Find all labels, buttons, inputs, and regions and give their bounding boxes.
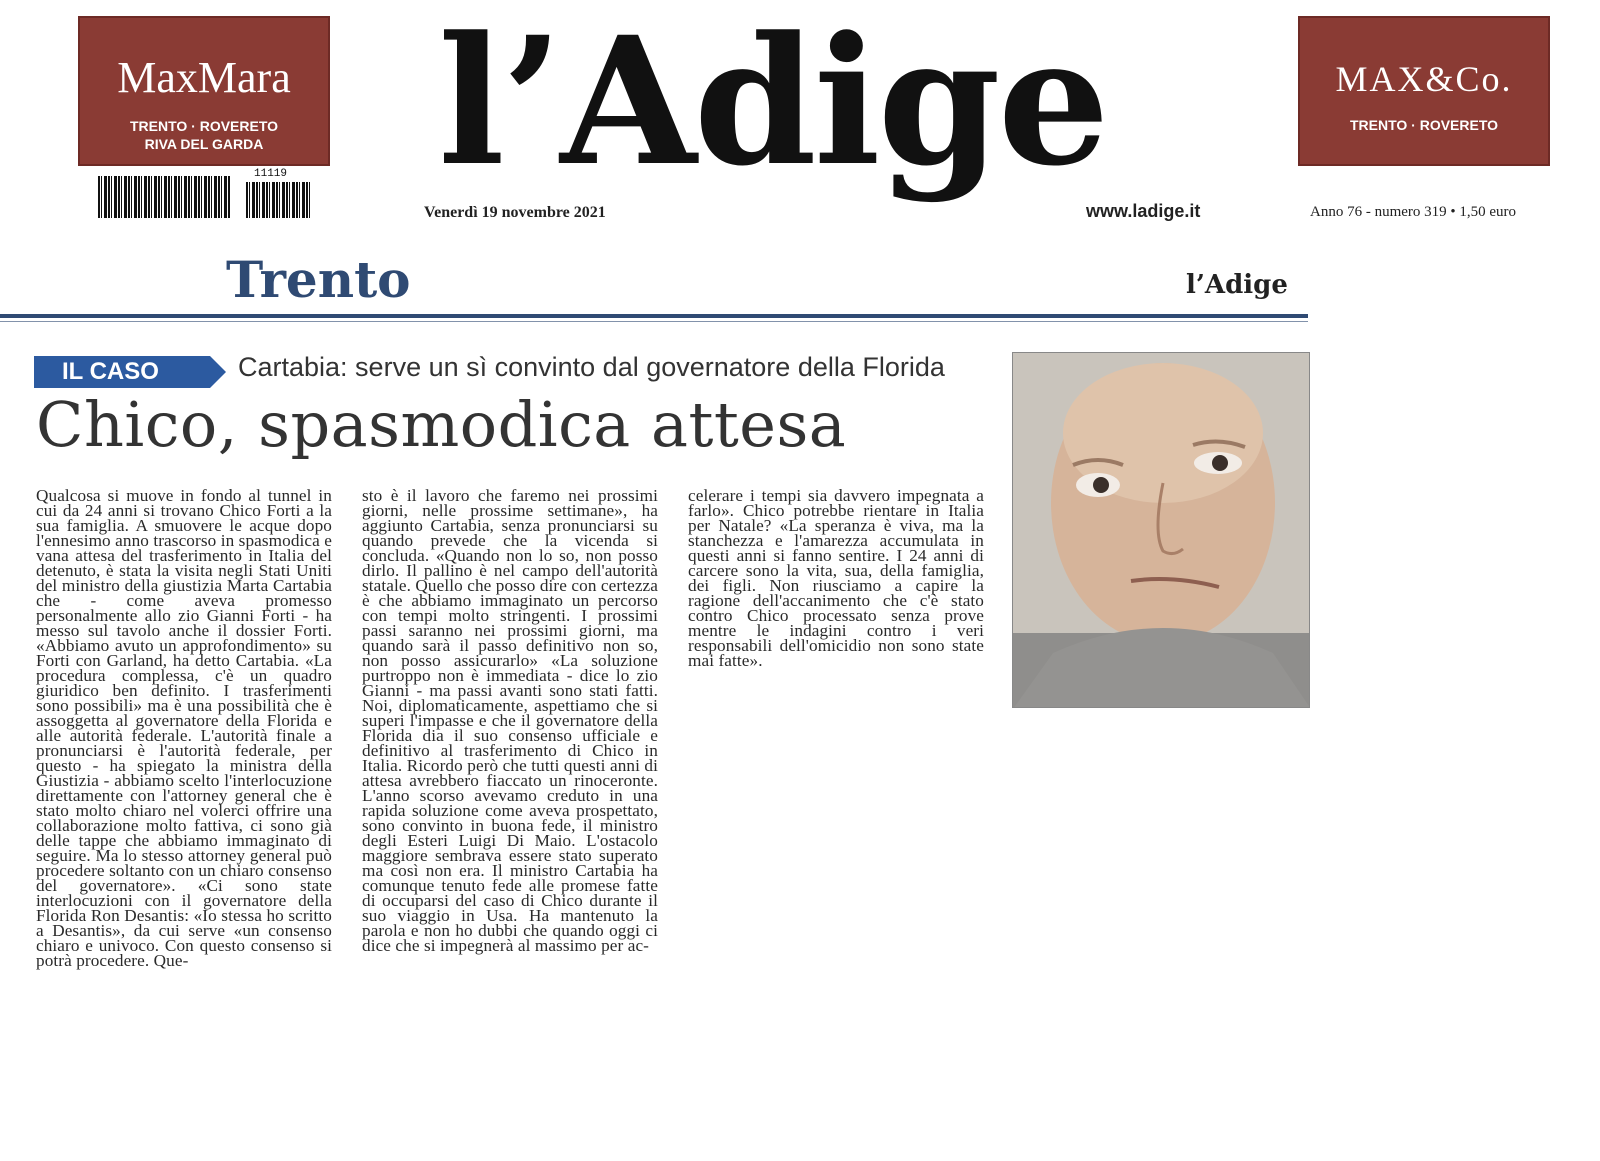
- masthead-title: l’Adige: [438, 0, 1107, 205]
- barcode-icon: [98, 176, 230, 218]
- article-column-1: [36, 488, 332, 1113]
- website-link[interactable]: www.ladige.it: [1086, 201, 1201, 221]
- section-rule: [0, 314, 1308, 318]
- tag-arrow-icon: [210, 356, 226, 388]
- maxmara-line1: TRENTO · ROVERETO: [129, 118, 279, 134]
- maxmara-line2: RIVA DEL GARDA: [144, 136, 264, 152]
- article-column-2: [362, 488, 658, 1113]
- maxmara-ad: [78, 16, 330, 166]
- maxco-line1: TRENTO · ROVERETO: [1349, 117, 1499, 133]
- section-rule-thin: [0, 321, 1308, 322]
- column-1-text: Qualcosa si muove in fondo al tunnel in cui da 24 anni si trovano Chico Forti a la sua famiglia. A smuovere le acque dopo l'ennesimo anno trascorso in spasmodica e vana attesa del trasferimento in Italia del detenuto, è stata la visita negli Stati Uniti del ministro della giustizia Marta Cartabia che - come aveva promesso personalmente allo zio Gianni Forti - ha messo sul tavolo anche il dossier Forti. «Abbiamo avuto un approfondimento» su Forti con Garland, ha detto Cartabia. «La procedura complessa, c'è un quadro giuridico ben definito. I trasferimenti sono possibili» ma è una possibilità che è assoggetta al governatore della Florida e alle autorità federale. L'autorità finale a pronunciarsi è l'autorità federale, per questo - ha spiegato la ministra della Giustizia - abbiamo scelto l'interlocuzione direttamente con l'attorney general che è stato molto chiaro nel volerci offrire una collaborazione molto fattiva, ci sono già delle tappe che abbiamo immaginato di seguire. Ma lo stesso attorney general può procedere soltanto con un chiaro consenso del governatore». «Ci sono state interlocuzioni con il governatore della Florida Ron Desantis: «Io stessa ho scritto a Desantis», da cui serve «un consenso chiaro e univoco. Con questo consenso si potrà procedere. Que-: [36, 488, 332, 970]
- article-tag: IL CASO: [34, 356, 210, 388]
- issue-date: Venerdì 19 novembre 2021: [424, 204, 606, 221]
- article-kicker: Cartabia: serve un sì convinto dal governatore della Florida: [238, 352, 945, 382]
- maxco-brand: MAX&Co.: [1335, 59, 1513, 99]
- column-2-text: sto è il lavoro che faremo nei prossimi giorni, nelle prossime settimane», ha aggiunto Cartabia, senza pronunciarsi su quando prevede che la vicenda si concluda. «Quando non lo so, non posso dirlo. Il pallino è nel campo dell'autorità statale. Quello che posso dire con certezza è che abbiamo immaginato un percorso con tempi molto stringenti. I prossimi passi saranno nei prossimi giorni, ma quando sarà il passo definitivo non so, non posso assicurarlo» «La soluzione purtroppo non è immediata - dice lo zio Gianni - ma passi avanti sono stati fatti. Noi, diplomaticamente, aspettiamo che si superi l'impasse e che il governatore della Florida dia il suo consenso ufficiale e definitivo al trasferimento di Chico in Italia. Ricordo però che tutti questi anni di attesa avrebbero fiaccato un rinoceronte. L'anno scorso avevamo creduto in una rapida soluzione come aveva prospettato, sono convinto in buona fede, il ministro degli Esteri Luigi Di Maio. L'ostacolo maggiore sembrava essere stato superato ma così non era. Il ministro Cartabia ha comunque tenuto fede alle promese fatte di occuparsi del caso di Chico durante il suo viaggio in Usa. Ha mantenuto la parola e non ho dubbi che quando oggi ci dice che si impegnerà al massimo per ac-: [362, 488, 658, 955]
- issue-number: Anno 76 - numero 319 • 1,50 euro: [1310, 204, 1517, 220]
- article-column-3: [688, 488, 984, 718]
- maxmara-brand: MaxMara: [117, 53, 291, 102]
- portrait-illustration: [1013, 353, 1310, 708]
- barcode-number: 11119: [254, 168, 288, 180]
- barcode-addon-icon: [246, 182, 310, 218]
- maxco-ad: [1298, 16, 1550, 166]
- column-3-text: celerare i tempi sia davvero impegnata a farlo». Chico potrebbe rientare in Italia per Natale? «La speranza è viva, ma la stanchezza e l'amarezza accumulata in questi anni si fanno sentire. I 24 anni di carcere sono la vita, sua, della famiglia, dei figli. Non riusciamo a capire la ragione dell'accanimento che c'è stato contro Chico processato senza prove mentre le indagini contro i veri responsabili dell'omicidio non sono state mai fatte».: [688, 488, 984, 670]
- portrait-photo: [1012, 352, 1310, 708]
- section-logo: l’Adige: [1186, 270, 1288, 300]
- section-title: Trento: [226, 250, 411, 309]
- article-headline: Chico, spasmodica attesa: [36, 388, 847, 461]
